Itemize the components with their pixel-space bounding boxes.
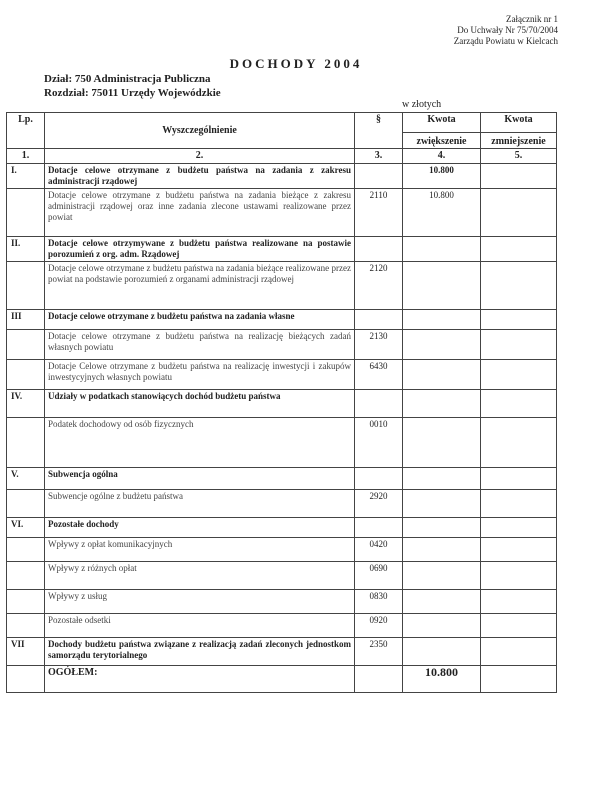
- row-amount-decrease: [481, 189, 557, 237]
- row-amount-decrease: [481, 418, 557, 468]
- col-kwota2-header: Kwota: [481, 113, 557, 133]
- row-paragraph: 0920: [355, 614, 403, 638]
- row-amount-decrease: [481, 518, 557, 538]
- table-row: [7, 390, 557, 418]
- row-lp: [7, 418, 45, 468]
- table-row: [7, 490, 557, 518]
- row-amount-decrease: [481, 590, 557, 614]
- row-paragraph: 0420: [355, 538, 403, 562]
- row-description: Wpływy z opłat komunikacyjnych: [45, 538, 355, 562]
- col-kwota1-sub: zwiększenie: [403, 133, 481, 149]
- row-lp: I.: [7, 164, 45, 189]
- index-cell: 4.: [403, 149, 481, 164]
- row-description: Subwencja ogólna: [45, 468, 355, 490]
- row-amount-increase: [403, 638, 481, 666]
- row-paragraph: 0010: [355, 418, 403, 468]
- table-row: [7, 638, 557, 666]
- row-lp: VI.: [7, 518, 45, 538]
- row-amount-increase: [403, 614, 481, 638]
- row-amount-decrease: [481, 614, 557, 638]
- index-cell: 2.: [45, 149, 355, 164]
- row-paragraph: [355, 518, 403, 538]
- row-paragraph: 2120: [355, 262, 403, 310]
- row-description: Dochody budżetu państwa związane z realizacją zadań zleconych jednostkom samorządu terytorialnego: [45, 638, 355, 666]
- row-lp: [7, 614, 45, 638]
- row-description: Dotacje celowe otrzymane z budżetu państwa na zadania bieżące realizowane przez powiat na podstawie porozumień z organami administracji rządowej: [45, 262, 355, 310]
- row-description: Dotacje celowe otrzymywane z budżetu państwa realizowane na postawie porozumień z org. adm. Rządowej: [45, 237, 355, 262]
- row-paragraph: 0830: [355, 590, 403, 614]
- attachment-note-line: Zarządu Powiatu w Kielcach: [453, 36, 558, 46]
- row-lp: [7, 262, 45, 310]
- row-amount-increase: 10.800: [403, 164, 481, 189]
- row-amount-increase: [403, 562, 481, 590]
- row-paragraph: [355, 310, 403, 330]
- income-table: [6, 112, 557, 693]
- row-amount-increase: [403, 330, 481, 360]
- index-row: [7, 149, 557, 164]
- row-amount-increase: [403, 590, 481, 614]
- table-row: [7, 538, 557, 562]
- row-amount-decrease: [481, 390, 557, 418]
- attachment-note-line: Załącznik nr 1: [506, 14, 558, 24]
- total-label: OGÓŁEM:: [45, 666, 355, 693]
- table-row: [7, 518, 557, 538]
- row-amount-increase: [403, 538, 481, 562]
- col-par-header: §: [355, 113, 403, 149]
- attachment-note-line: Do Uchwały Nr 75/70/2004: [457, 25, 558, 35]
- row-amount-increase: [403, 390, 481, 418]
- rozdzial-label: Rozdział: 75011 Urzędy Wojewódzkie: [44, 87, 221, 99]
- row-description: Udziały w podatkach stanowiących dochód budżetu państwa: [45, 390, 355, 418]
- row-amount-increase: [403, 490, 481, 518]
- col-kwota2-sub: zmniejszenie: [481, 133, 557, 149]
- row-description: Dotacje Celowe otrzymane z budżetu państwa na realizację inwestycji i zakupów inwestycyjnych własnych powiatu: [45, 360, 355, 390]
- row-description: Dotacje celowe otrzymane z budżetu państwa na zadania własne: [45, 310, 355, 330]
- row-description: Wpływy z usług: [45, 590, 355, 614]
- index-cell: 1.: [7, 149, 45, 164]
- col-kwota1-header: Kwota: [403, 113, 481, 133]
- col-desc-header: Wyszczególnienie: [45, 113, 355, 149]
- row-amount-decrease: [481, 164, 557, 189]
- row-lp: [7, 538, 45, 562]
- index-cell: 5.: [481, 149, 557, 164]
- row-amount-increase: [403, 310, 481, 330]
- row-description: Pozostałe dochody: [45, 518, 355, 538]
- row-paragraph: [355, 237, 403, 262]
- row-amount-increase: [403, 418, 481, 468]
- row-description: Podatek dochodowy od osób fizycznych: [45, 418, 355, 468]
- table-row: [7, 237, 557, 262]
- row-amount-decrease: [481, 468, 557, 490]
- table-row: [7, 360, 557, 390]
- row-paragraph: 2350: [355, 638, 403, 666]
- row-lp: [7, 189, 45, 237]
- row-amount-decrease: [481, 360, 557, 390]
- row-amount-decrease: [481, 330, 557, 360]
- row-description: Dotacje celowe otrzymane z budżetu państwa na zadania bieżące z zakresu administracji rządowej oraz inne zadania zlecone ustawami realizowane przez powiat: [45, 189, 355, 237]
- row-paragraph: [355, 390, 403, 418]
- row-amount-decrease: [481, 538, 557, 562]
- section-heading: [44, 72, 221, 100]
- row-description: Subwencje ogólne z budżetu państwa: [45, 490, 355, 518]
- dzial-label: Dział: 750 Administracja Publiczna: [44, 73, 211, 85]
- row-paragraph: 2110: [355, 189, 403, 237]
- row-lp: [7, 562, 45, 590]
- row-lp: V.: [7, 468, 45, 490]
- row-amount-decrease: [481, 638, 557, 666]
- row-lp: [7, 360, 45, 390]
- row-lp: [7, 590, 45, 614]
- row-amount-increase: [403, 237, 481, 262]
- index-cell: 3.: [355, 149, 403, 164]
- currency-unit: w złotych: [402, 99, 442, 110]
- row-amount-decrease: [481, 310, 557, 330]
- table-row: [7, 614, 557, 638]
- table-row: [7, 562, 557, 590]
- row-amount-increase: [403, 518, 481, 538]
- row-lp: IV.: [7, 390, 45, 418]
- row-amount-decrease: [481, 262, 557, 310]
- row-amount-decrease: [481, 490, 557, 518]
- row-lp: III: [7, 310, 45, 330]
- row-paragraph: 2920: [355, 490, 403, 518]
- total-value: 10.800: [403, 666, 481, 693]
- row-amount-increase: 10.800: [403, 189, 481, 237]
- table-row: [7, 418, 557, 468]
- row-description: Wpływy z różnych opłat: [45, 562, 355, 590]
- total-row: [7, 666, 557, 693]
- row-paragraph: 6430: [355, 360, 403, 390]
- table-row: [7, 468, 557, 490]
- row-paragraph: 0690: [355, 562, 403, 590]
- row-lp: [7, 490, 45, 518]
- attachment-note: [454, 14, 558, 47]
- row-amount-increase: [403, 262, 481, 310]
- col-lp-header: Lp.: [7, 113, 45, 149]
- table-row: [7, 262, 557, 310]
- row-lp: II.: [7, 237, 45, 262]
- row-paragraph: [355, 164, 403, 189]
- row-amount-decrease: [481, 237, 557, 262]
- row-paragraph: [355, 468, 403, 490]
- page-title: DOCHODY 2004: [229, 56, 363, 71]
- row-amount-increase: [403, 468, 481, 490]
- table-row: [7, 330, 557, 360]
- row-description: Dotacje celowe otrzymane z budżetu państwa na realizację bieżących zadań własnych powiatu: [45, 330, 355, 360]
- row-amount-decrease: [481, 562, 557, 590]
- row-description: Pozostałe odsetki: [45, 614, 355, 638]
- row-description: Dotacje celowe otrzymane z budżetu państwa na zadania z zakresu administracji rządowej: [45, 164, 355, 189]
- table-row: [7, 164, 557, 189]
- row-amount-increase: [403, 360, 481, 390]
- row-lp: [7, 330, 45, 360]
- row-paragraph: 2130: [355, 330, 403, 360]
- table-row: [7, 310, 557, 330]
- table-row: [7, 189, 557, 237]
- table-row: [7, 590, 557, 614]
- row-lp: VII: [7, 638, 45, 666]
